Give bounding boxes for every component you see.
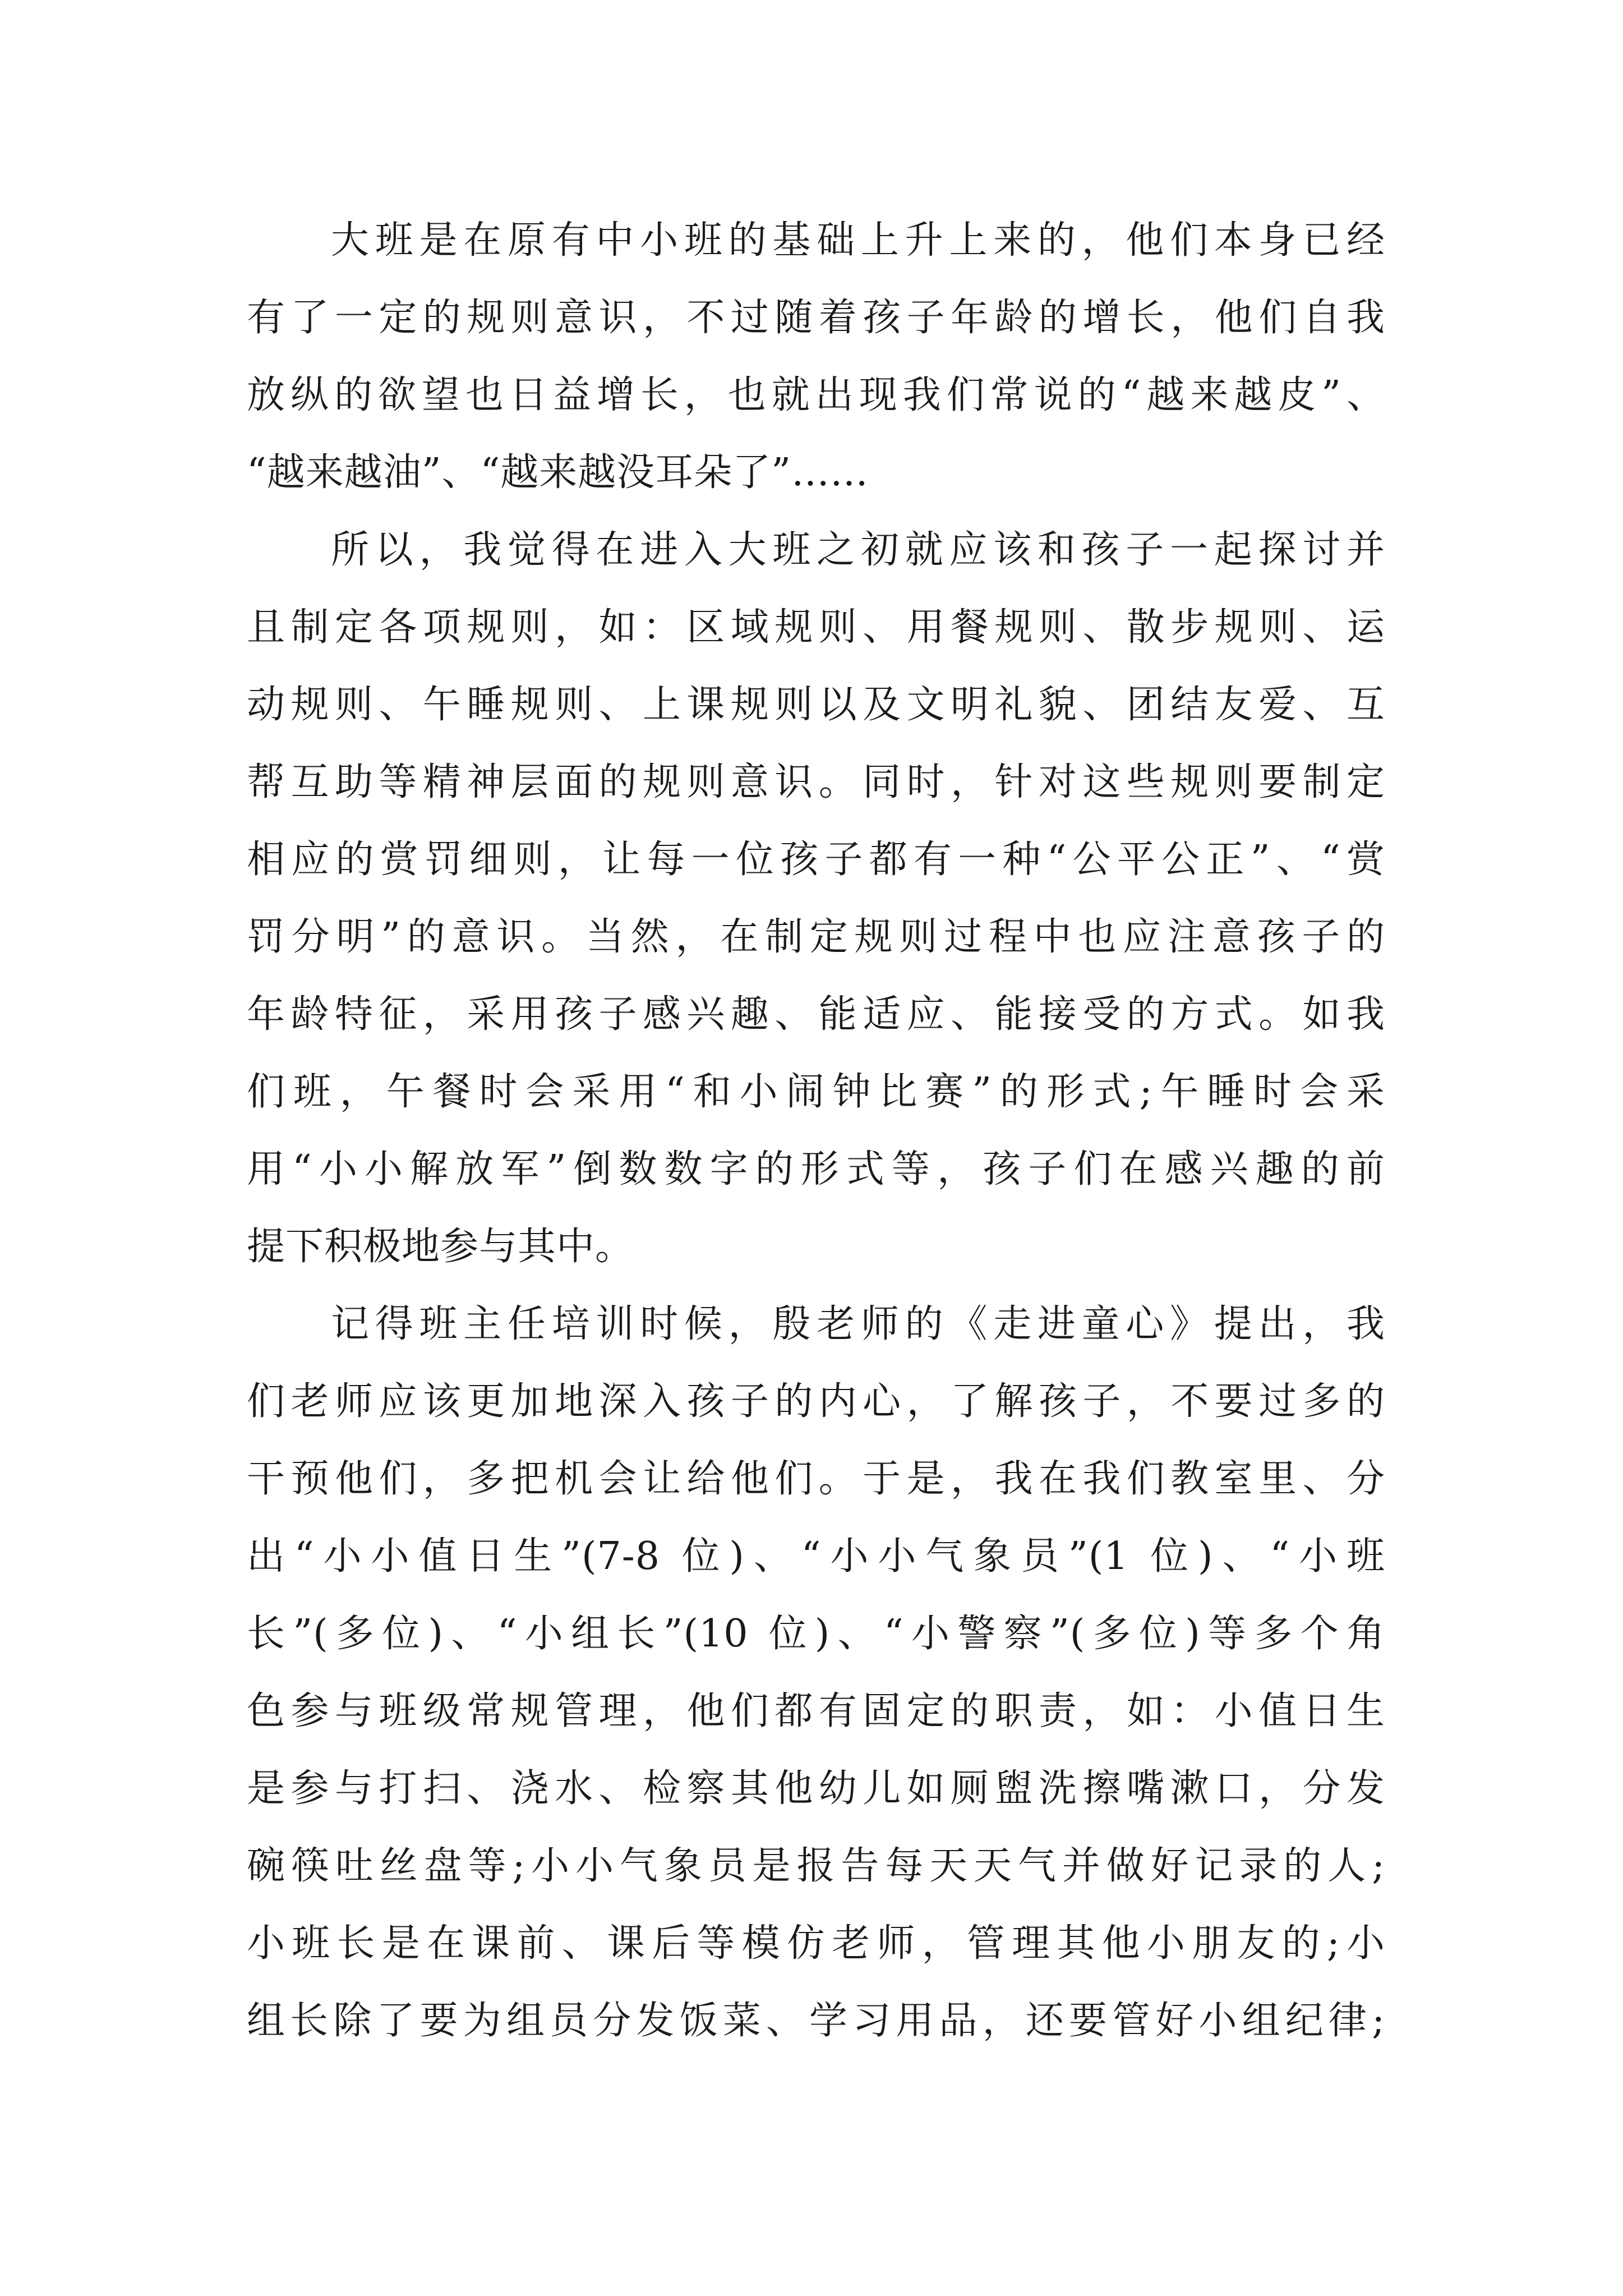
text-line: 们老师应该更加地深入孩子的内心，了解孩子，不要过多的 [247,1379,1385,1424]
text-line: 放纵的欲望也日益增长，也就出现我们常说的“越来越皮”、 [247,373,1385,417]
text-line: 动规则、午睡规则、上课规则以及文明礼貌、团结友爱、互 [247,683,1385,727]
body-text [247,202,1385,2060]
text-line: 碗筷吐丝盘等;小小气象员是报告每天天气并做好记录的人; [247,1844,1385,1888]
text-line: 色参与班级常规管理，他们都有固定的职责，如：小值日生 [247,1689,1385,1733]
text-line: 相应的赏罚细则，让每一位孩子都有一种“公平公正”、“赏 [247,838,1385,882]
text-line: 年龄特征，采用孩子感兴趣、能适应、能接受的方式。如我 [247,992,1385,1037]
text-line: 出“小小值日生”(7-8 位)、“小小气象员”(1 位)、“小班 [247,1534,1385,1579]
text-line: 们班，午餐时会采用“和小闹钟比赛”的形式;午睡时会采 [247,1070,1385,1114]
text-line: 提下积极地参与其中。 [247,1225,634,1269]
text-line: 且制定各项规则，如：区域规则、用餐规则、散步规则、运 [247,605,1385,650]
text-line: 帮互助等精神层面的规则意识。同时，针对这些规则要制定 [247,760,1385,804]
text-line: 用“小小解放军”倒数数字的形式等，孩子们在感兴趣的前 [247,1147,1385,1191]
text-line: 组长除了要为组员分发饭菜、学习用品，还要管好小组纪律; [247,1999,1385,2043]
text-line: 长”(多位)、“小组长”(10 位)、“小警察”(多位)等多个角 [247,1612,1385,1656]
text-line: 记得班主任培训时候，殷老师的《走进童心》提出，我 [331,1302,1385,1346]
text-line: 干预他们，多把机会让给他们。于是，我在我们教室里、分 [247,1457,1385,1501]
text-line: 罚分明”的意识。当然，在制定规则过程中也应注意孩子的 [247,915,1385,959]
text-line: 大班是在原有中小班的基础上升上来的，他们本身已经 [331,218,1385,263]
text-line: “越来越油”、“越来越没耳朵了”…… [247,450,869,495]
text-line: 有了一定的规则意识，不过随着孩子年龄的增长，他们自我 [247,296,1385,340]
text-line: 是参与打扫、浇水、检察其他幼儿如厕盥洗擦嘴漱口，分发 [247,1766,1385,1811]
text-line: 所以，我觉得在进入大班之初就应该和孩子一起探讨并 [331,528,1385,572]
text-line: 小班长是在课前、课后等模仿老师，管理其他小朋友的;小 [247,1921,1385,1966]
